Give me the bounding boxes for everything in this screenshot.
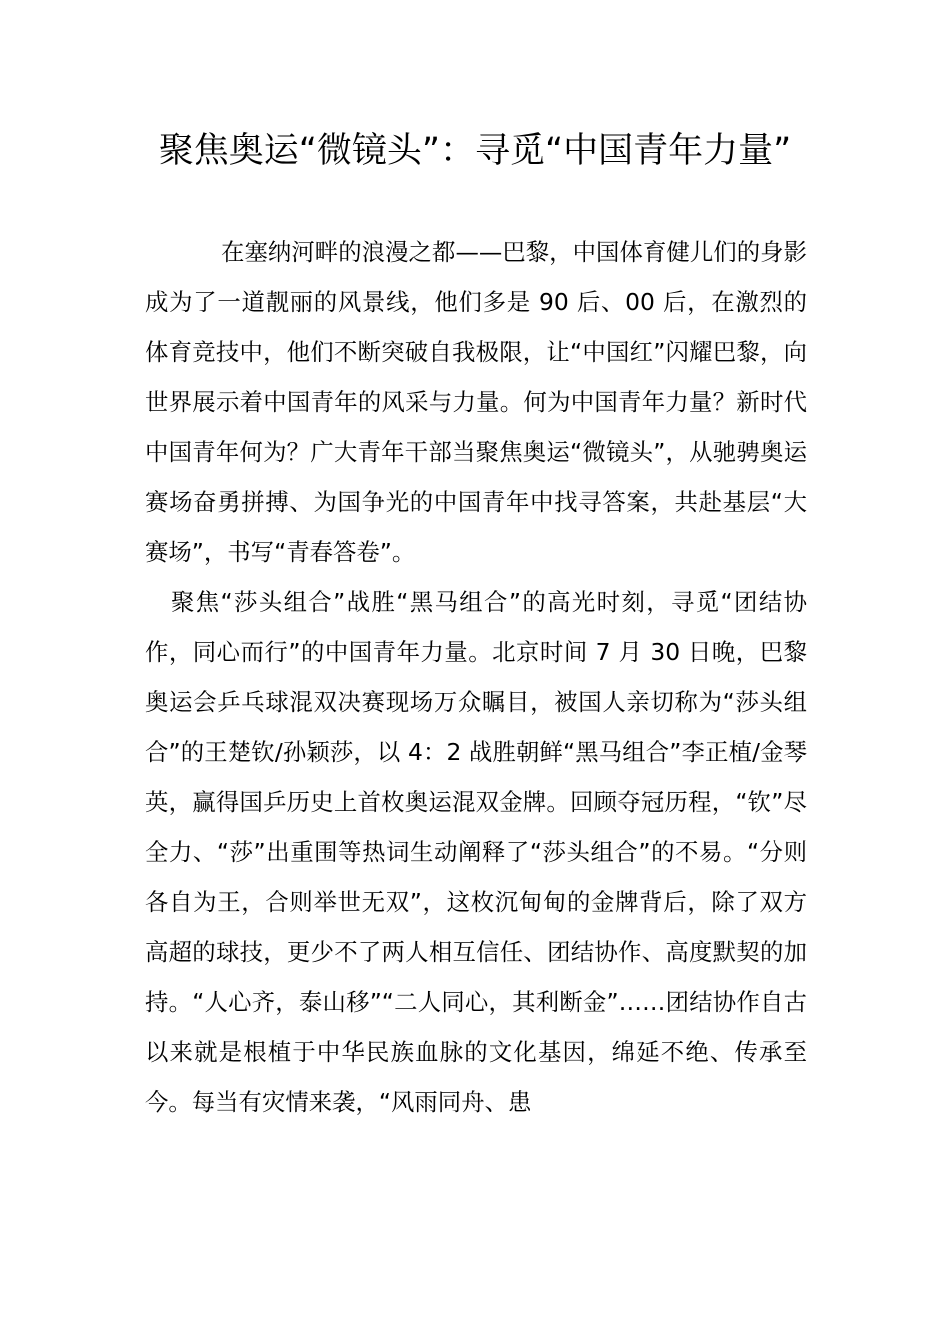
paragraph-intro: 在塞纳河畔的浪漫之都——巴黎，中国体育健儿们的身影成为了一道靓丽的风景线，他们多是 90 后、00 后，在激烈的体育竞技中，他们不断突破自我极限，让“中国红”闪耀巴黎，向世界展示着中国青年的风采与力量。何为中国青年力量？新时代中国青年何为？广大青年干部当聚焦奥运“微镜头”，从驰骋奥运赛场奋勇拼搏、为国争光的中国青年中找寻答案，共赴基层“大赛场”，书写“青春答卷”。: [145, 238, 807, 566]
paragraph-table-tennis: 聚焦“莎头组合”战胜“黑马组合”的高光时刻，寻觅“团结协作，同心而行”的中国青年力量。北京时间 7 月 30 日晚，巴黎奥运会乒乓球混双决赛现场万众瞩目，被国人亲切称为“莎头组合”的王楚钦/孙颖莎，以 4：2 战胜朝鲜“黑马组合”李正植/金琴英，赢得国乒历史上首枚奥运混双金牌。回顾夺冠历程，“钦”尽全力、“莎”出重围等热词生动阐释了“莎头组合”的不易。“分则各自为王，合则举世无双”，这枚沉甸甸的金牌背后，除了双方高超的球技，更少不了两人相互信任、团结协作、高度默契的加持。“人心齐，泰山移”“二人同心，其利断金”……团结协作自古以来就是根植于中华民族血脉的文化基因，绵延不绝、传承至今。每当有灾情来袭，“风雨同舟、患: [145, 588, 807, 1116]
document-title: 聚焦奥运“微镜头”：寻觅“中国青年力量”: [158, 131, 792, 171]
document-body: [145, 227, 807, 1127]
